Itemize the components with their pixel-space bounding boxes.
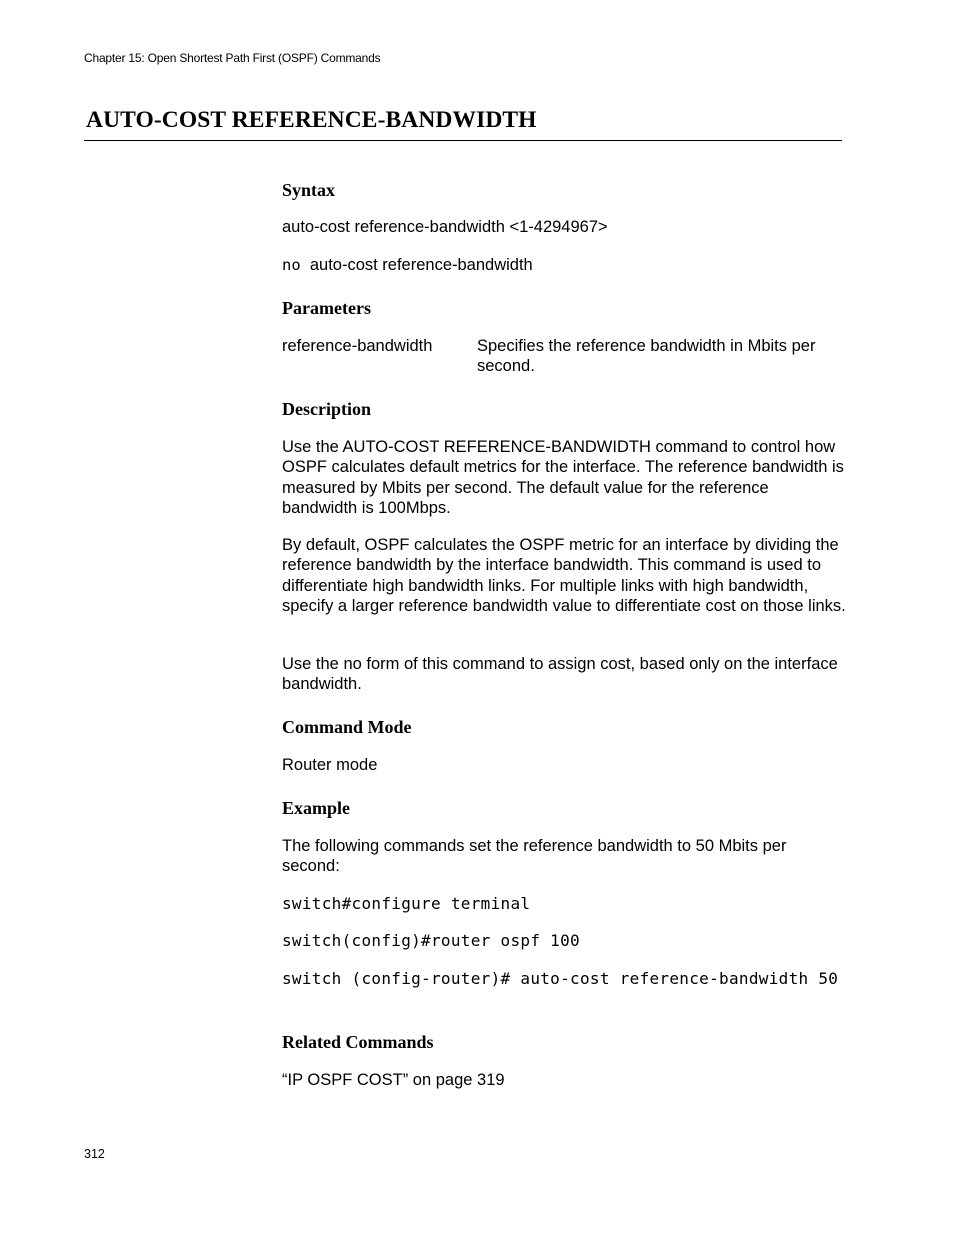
syntax-line-1: auto-cost reference-bandwidth <1-4294967> xyxy=(282,218,608,236)
command-mode-text: Router mode xyxy=(282,756,378,774)
description-heading: Description xyxy=(282,399,371,419)
syntax-line-2 xyxy=(282,255,847,275)
example-command-1: switch#configure terminal xyxy=(282,894,531,913)
running-header: Chapter 15: Open Shortest Path First (OSPF) Commands xyxy=(84,51,381,65)
example-intro: The following commands set the reference bandwidth to 50 Mbits per second: xyxy=(282,837,787,876)
description-paragraph-1: Use the AUTO-COST REFERENCE-BANDWIDTH command to control how OSPF calculates default metrics for the interface. The reference bandwidth is measured by Mbits per second. The default value for the reference bandwidth is 100Mbps. xyxy=(282,438,844,517)
syntax-no-keyword: no xyxy=(282,256,301,274)
example-command-3: switch (config-router)# auto-cost reference-bandwidth 50 xyxy=(282,969,839,988)
related-commands-heading: Related Commands xyxy=(282,1032,434,1052)
description-paragraph-3: Use the no form of this command to assign cost, based only on the interface bandwidth. xyxy=(282,655,838,694)
title-rule xyxy=(84,140,842,141)
parameter-name: reference-bandwidth xyxy=(282,337,433,355)
parameter-description: Specifies the reference bandwidth in Mbits per second. xyxy=(477,337,816,376)
parameters-heading: Parameters xyxy=(282,298,371,318)
command-mode-heading: Command Mode xyxy=(282,717,412,737)
example-command-2: switch(config)#router ospf 100 xyxy=(282,931,580,950)
syntax-heading: Syntax xyxy=(282,180,336,200)
related-command-link[interactable]: “IP OSPF COST” on page 319 xyxy=(282,1071,505,1089)
page-number: 312 xyxy=(84,1147,105,1161)
page-title: AUTO-COST REFERENCE-BANDWIDTH xyxy=(86,107,537,133)
description-paragraph-2: By default, OSPF calculates the OSPF metric for an interface by dividing the reference bandwidth by the interface bandwidth. This command is used to differentiate high bandwidth links. For multiple links with high bandwidth, specify a larger reference bandwidth value to differentiate cost on those links. xyxy=(282,536,846,615)
example-heading: Example xyxy=(282,798,351,818)
syntax-line-2-rest: auto-cost reference-bandwidth xyxy=(309,256,533,274)
